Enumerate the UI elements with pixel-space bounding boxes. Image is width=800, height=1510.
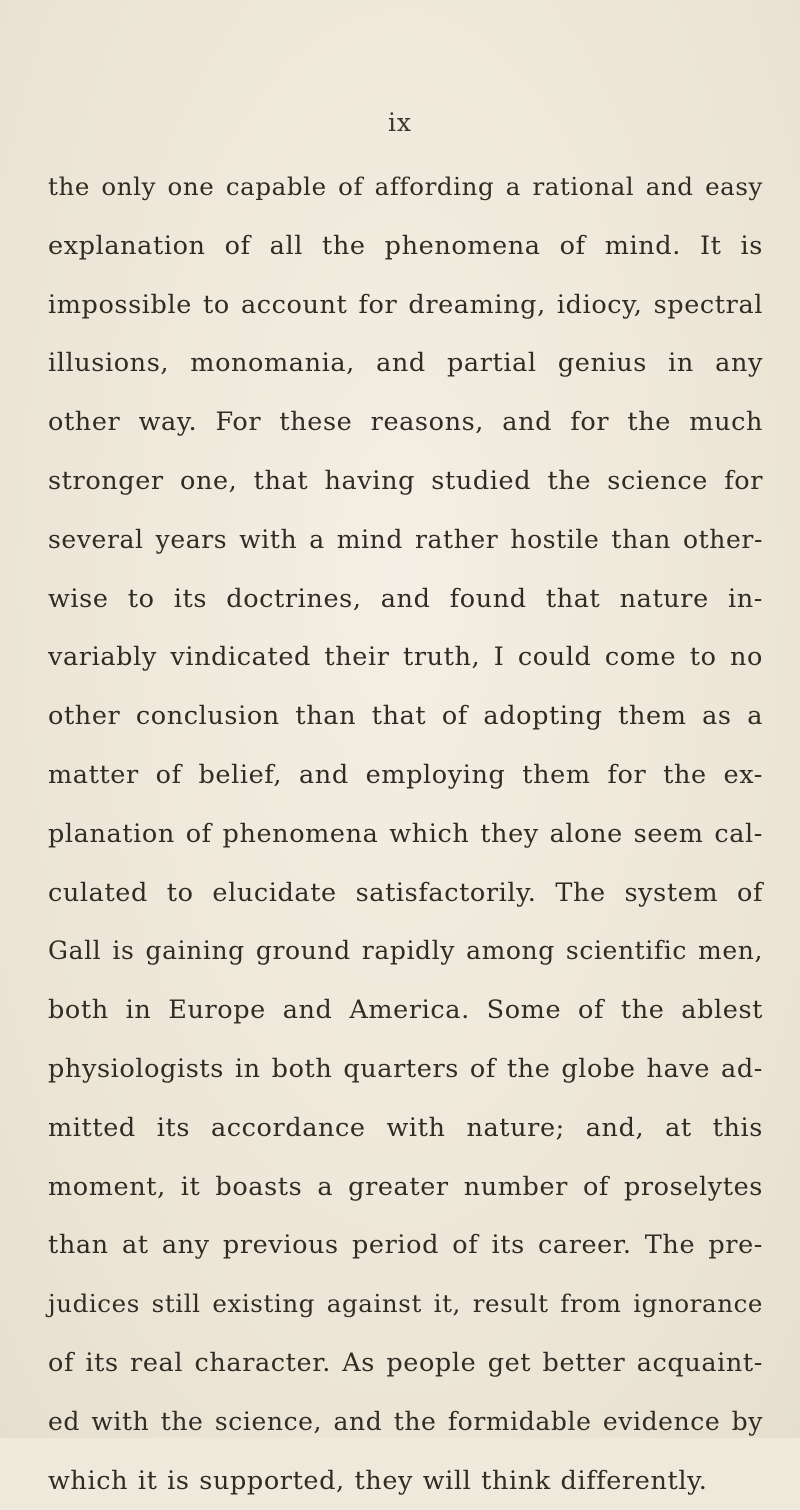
text-line: planation of phenomena which they alone seem cal- xyxy=(48,818,763,849)
text-line: illusions, monomania, and partial genius in any xyxy=(48,348,763,379)
text-line: matter of belief, and employing them for the ex- xyxy=(48,759,763,790)
body-text xyxy=(48,158,763,1510)
text-line: impossible to account for dreaming, idiocy, spectral xyxy=(48,289,763,320)
text-line: other way. For these reasons, and for the much xyxy=(48,407,763,438)
text-line: both in Europe and America. Some of the ablest xyxy=(48,995,763,1026)
text-line: of its real character. As people get better acquaint- xyxy=(48,1347,763,1378)
text-line: variably vindicated their truth, I could come to no xyxy=(48,642,763,673)
text-line: the only one capable of affording a rational and easy xyxy=(48,172,763,201)
page-number: ix xyxy=(387,108,413,137)
text-line: explanation of all the phenomena of mind. It is xyxy=(48,230,763,261)
text-line: other conclusion than that of adopting them as a xyxy=(48,701,763,732)
text-line: wise to its doctrines, and found that nature in- xyxy=(48,583,763,614)
text-line: judices still existing against it, result from ignorance xyxy=(48,1289,763,1319)
text-line: Gall is gaining ground rapidly among scientific men, xyxy=(48,936,763,966)
text-line: several years with a mind rather hostile than other- xyxy=(48,524,763,554)
text-line: mitted its accordance with nature; and, at this xyxy=(48,1112,763,1143)
text-line: stronger one, that having studied the science for xyxy=(48,465,763,496)
text-line: physiologists in both quarters of the globe have ad- xyxy=(48,1053,763,1084)
text-line: culated to elucidate satisfactorily. The system of xyxy=(48,877,763,908)
text-line: moment, it boasts a greater number of proselytes xyxy=(48,1171,763,1202)
text-line: ed with the science, and the formidable evidence by xyxy=(48,1406,763,1436)
text-line: than at any previous period of its career. The pre- xyxy=(48,1230,763,1261)
text-line: which it is supported, they will think differently. xyxy=(48,1465,708,1496)
